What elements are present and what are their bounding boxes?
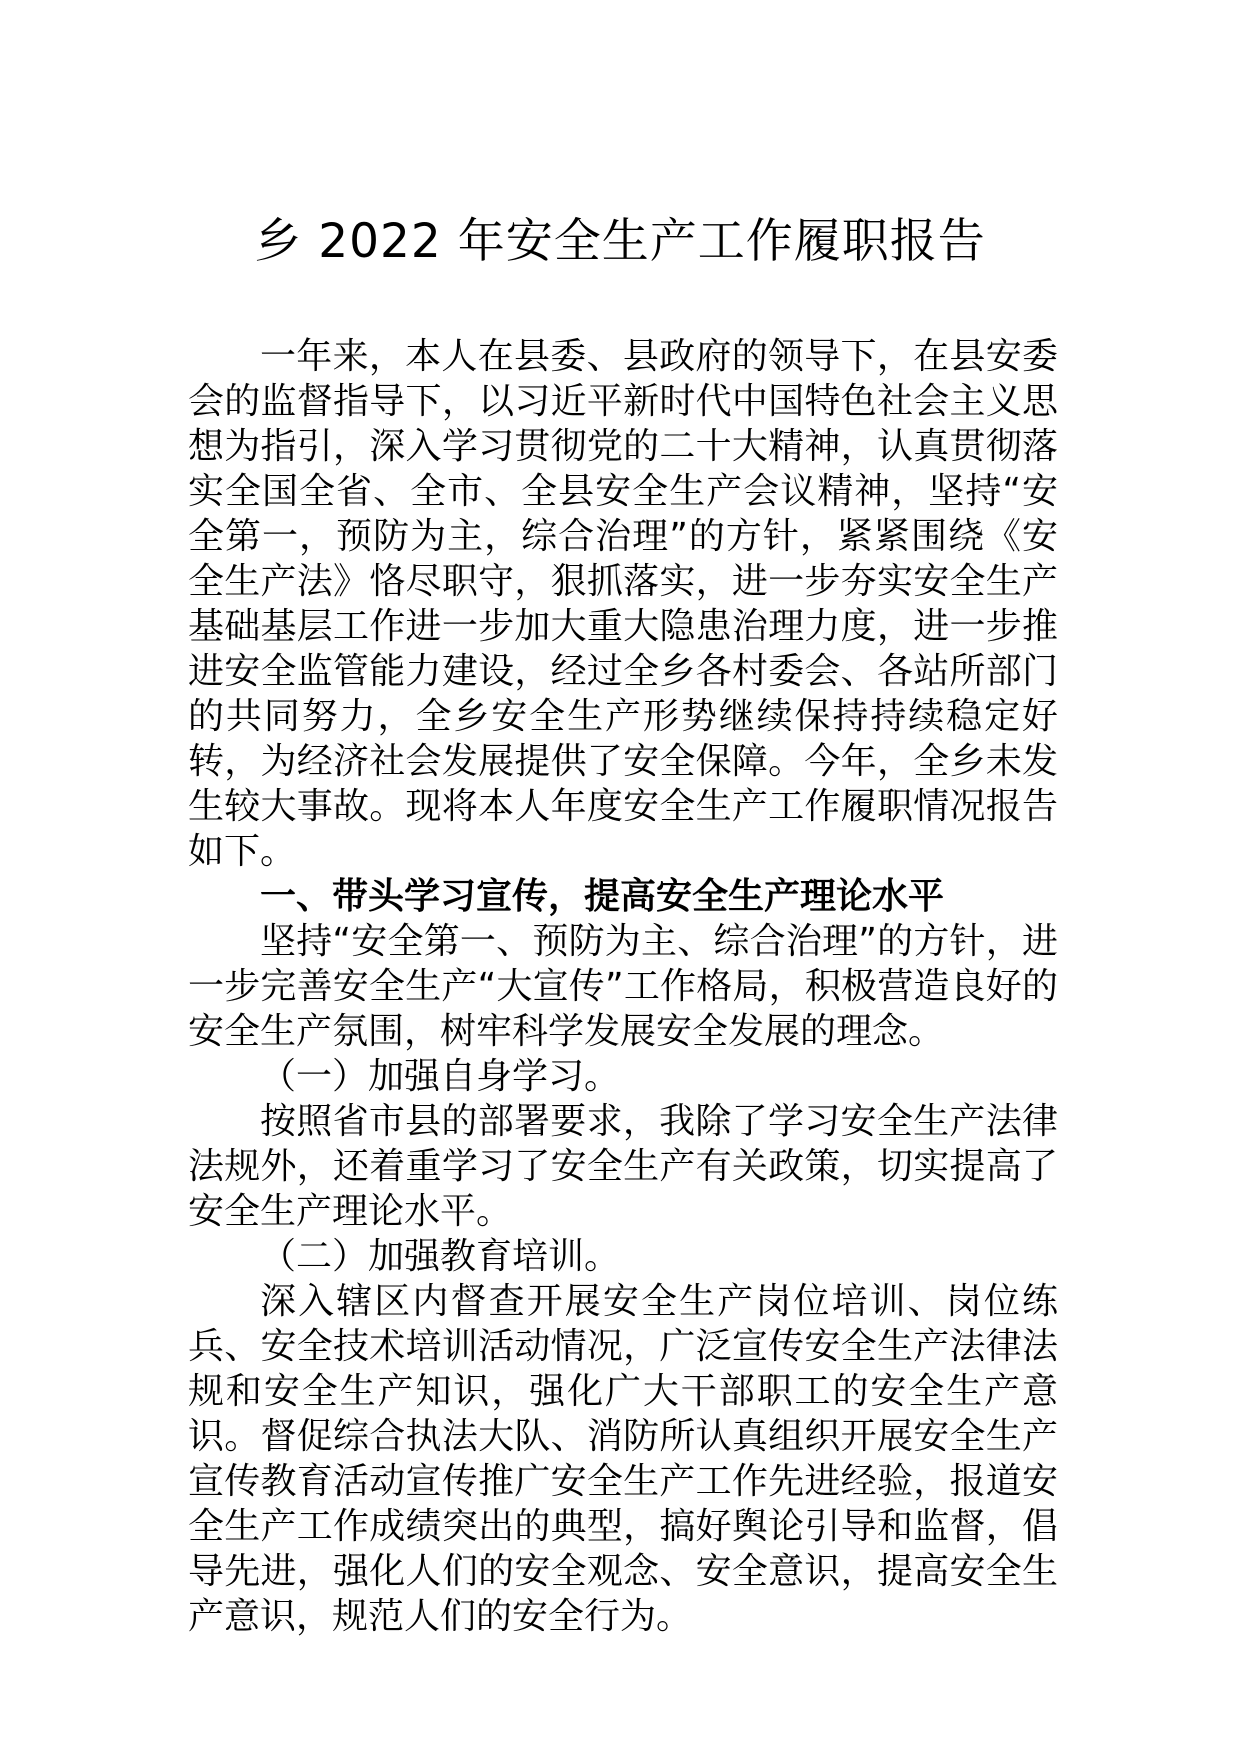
section-1-paragraph: 坚持“安全第一、预防为主、综合治理”的方针，进一步完善安全生产“大宣传”工作格局，积极营造良好的安全生产氛围，树牢科学发展安全发展的理念。 xyxy=(188,921,1058,1052)
subsection-1-paragraph: 按照省市县的部署要求，我除了学习安全生产法律法规外，还着重学习了安全生产有关政策，切实提高了安全生产理论水平。 xyxy=(188,1101,1058,1232)
subsection-heading-2: （二）加强教育培训。 xyxy=(260,1236,621,1277)
section-heading-1: 一、带头学习宣传，提高安全生产理论水平 xyxy=(260,876,945,917)
subsection-2-paragraph: 深入辖区内督查开展安全生产岗位培训、岗位练兵、安全技术培训活动情况，广泛宣传安全生产法律法规和安全生产知识，强化广大干部职工的安全生产意识。督促综合执法大队、消防所认真组织开展安全生产宣传教育活动宣传推广安全生产工作先进经验，报道安全生产工作成绩突出的典型，搞好舆论引导和监督，倡导先进，强化人们的安全观念、安全意识，提高安全生产意识，规范人们的安全行为。 xyxy=(188,1281,1058,1637)
subsection-heading-1: （一）加强自身学习。 xyxy=(260,1056,621,1097)
document-title: 乡 2022 年安全生产工作履职报告 xyxy=(254,214,986,269)
document-body xyxy=(188,334,1058,1639)
intro-paragraph: 一年来，本人在县委、县政府的领导下，在县安委会的监督指导下，以习近平新时代中国特色社会主义思想为指引，深入学习贯彻党的二十大精神，认真贯彻落实全国全省、全市、全县安全生产会议精神，坚持“安全第一，预防为主，综合治理”的方针，紧紧围绕《安全生产法》恪尽职守，狠抓落实，进一步夯实安全生产基础基层工作进一步加大重大隐患治理力度，进一步推进安全监管能力建设，经过全乡各村委会、各站所部门的共同努力，全乡安全生产形势继续保持持续稳定好转，为经济社会发展提供了安全保障。今年，全乡未发生较大事故。现将本人年度安全生产工作履职情况报告如下。 xyxy=(188,336,1058,872)
